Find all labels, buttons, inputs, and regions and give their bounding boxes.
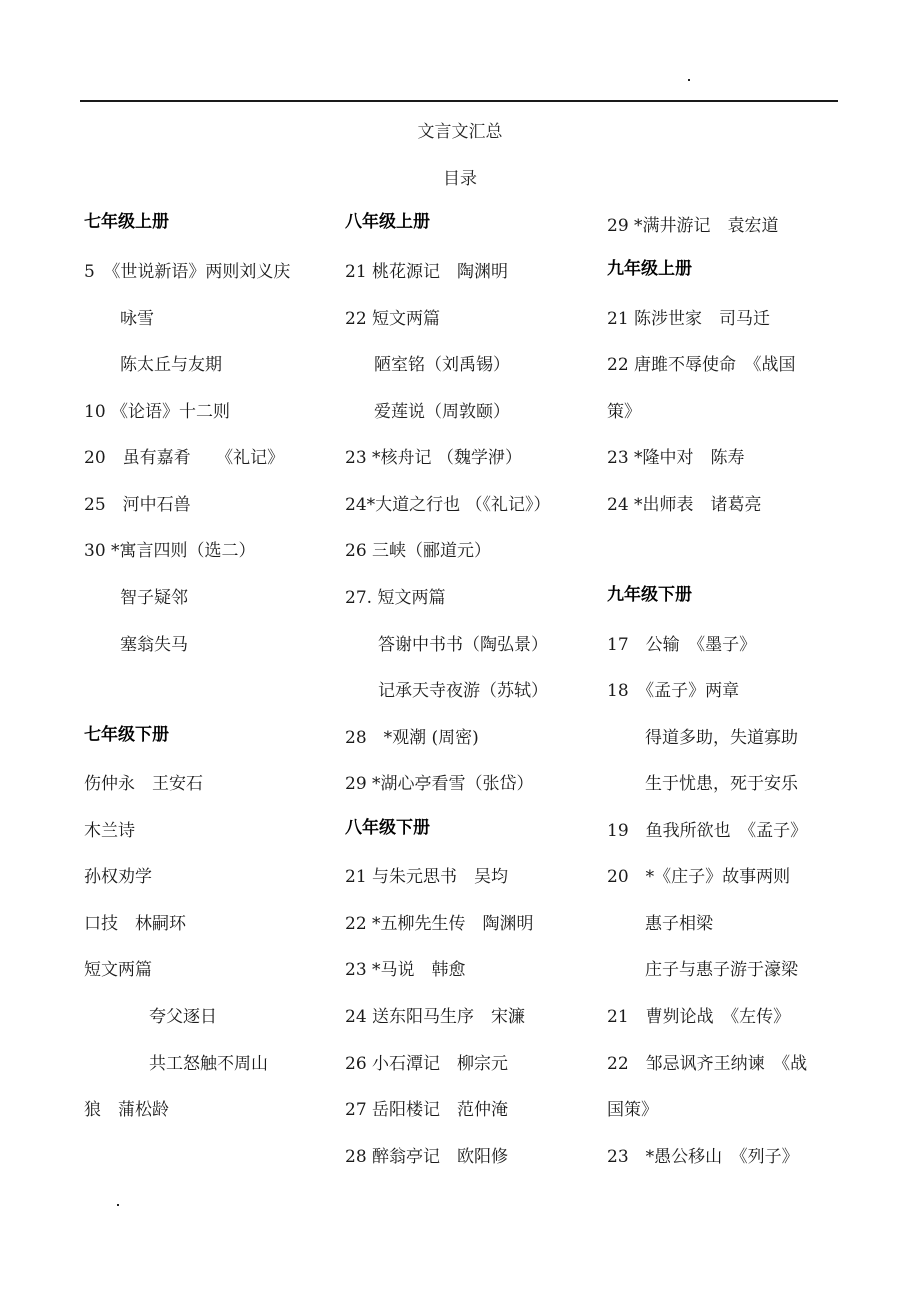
toc-entry: 17 公输 《墨子》 — [607, 635, 757, 655]
document-title: 文言文汇总 — [417, 122, 503, 142]
toc-entry: 27. 短文两篇 — [345, 588, 446, 608]
toc-entry: 22 邹忌讽齐王纳谏 《战 — [607, 1054, 808, 1074]
toc-entry: 咏雪 — [103, 309, 154, 329]
toc-entry: 狼 蒲松龄 — [84, 1100, 169, 1120]
toc-entry: 5 《世说新语》两则刘义庆 — [84, 262, 291, 282]
toc-entry: 生于忧患，死于安乐 — [628, 774, 798, 794]
toc-entry: 21 桃花源记 陶渊明 — [345, 262, 509, 282]
toc-entry: 18 《孟子》两章 — [607, 681, 740, 701]
toc-entry: 共工怒触不周山 — [115, 1054, 268, 1074]
toc-entry: 记承天寺夜游（苏轼） — [361, 681, 548, 701]
toc-entry: 30 *寓言四则（选二） — [84, 541, 256, 561]
toc-entry: 21 曹刿论战 《左传》 — [607, 1007, 791, 1027]
toc-entry: 23 *隆中对 陈寿 — [607, 448, 745, 468]
toc-entry: 陋室铭（刘禹锡） — [357, 355, 510, 375]
section-heading-grade9-vol1: 九年级上册 — [607, 259, 692, 279]
toc-entry: 23 *愚公移山 《列子》 — [607, 1147, 799, 1167]
toc-entry: 22 *五柳先生传 陶渊明 — [345, 914, 534, 934]
toc-entry: 答谢中书书（陶弘景） — [361, 635, 548, 655]
toc-entry: 夸父逐日 — [115, 1007, 217, 1027]
toc-entry: 28 醉翁亭记 欧阳修 — [345, 1147, 509, 1167]
toc-entry: 庄子与惠子游于濠梁 — [628, 960, 798, 980]
toc-entry: 22 短文两篇 — [345, 309, 441, 329]
toc-entry: 22 唐雎不辱使命 《战国 — [607, 355, 796, 375]
header-mark — [688, 79, 690, 81]
toc-entry: 策》 — [607, 402, 641, 422]
toc-entry: 20 虽有嘉肴 《礼记》 — [84, 448, 285, 468]
toc-entry: 24*大道之行也 （《礼记》） — [345, 495, 551, 515]
toc-entry: 27 岳阳楼记 范仲淹 — [345, 1100, 509, 1120]
toc-entry: 10 《论语》十二则 — [84, 402, 231, 422]
toc-entry: 21 与朱元思书 吴均 — [345, 867, 509, 887]
toc-entry: 伤仲永 王安石 — [84, 774, 203, 794]
toc-entry: 28 *观潮 (周密) — [345, 728, 479, 748]
toc-entry: 孙权劝学 — [84, 867, 152, 887]
toc-title: 目录 — [443, 169, 477, 189]
toc-entry: 塞翁失马 — [103, 635, 188, 655]
toc-entry: 25 河中石兽 — [84, 495, 191, 515]
toc-entry: 得道多助，失道寡助 — [628, 728, 798, 748]
toc-entry: 口技 林嗣环 — [84, 914, 186, 934]
toc-entry: 21 陈涉世家 司马迁 — [607, 309, 771, 329]
toc-entry: 29 *湖心亭看雪（张岱） — [345, 774, 534, 794]
toc-entry: 29 *满井游记 袁宏道 — [607, 216, 779, 236]
toc-entry: 24 送东阳马生序 宋濂 — [345, 1007, 526, 1027]
section-heading-grade7-vol2: 七年级下册 — [84, 725, 169, 745]
toc-entry: 国策》 — [607, 1100, 658, 1120]
toc-entry: 26 小石潭记 柳宗元 — [345, 1054, 509, 1074]
toc-entry: 26 三峡（郦道元） — [345, 541, 492, 561]
toc-entry: 陈太丘与友期 — [103, 355, 222, 375]
toc-entry: 23 *马说 韩愈 — [345, 960, 466, 980]
toc-entry: 20 *《庄子》故事两则 — [607, 867, 791, 887]
footer-mark — [117, 1204, 119, 1206]
section-heading-grade8-vol2: 八年级下册 — [345, 818, 430, 838]
toc-entry: 木兰诗 — [84, 821, 135, 841]
section-heading-grade7-vol1: 七年级上册 — [84, 212, 169, 232]
toc-entry: 惠子相梁 — [628, 914, 713, 934]
toc-entry: 智子疑邻 — [103, 588, 188, 608]
section-heading-grade8-vol1: 八年级上册 — [345, 212, 430, 232]
toc-entry: 24 *出师表 诸葛亮 — [607, 495, 762, 515]
section-heading-grade9-vol2: 九年级下册 — [607, 585, 692, 605]
toc-entry: 19 鱼我所欲也 《孟子》 — [607, 821, 808, 841]
toc-entry: 23 *核舟记 （魏学洢） — [345, 448, 522, 468]
toc-entry: 短文两篇 — [84, 960, 152, 980]
header-rule — [80, 100, 838, 102]
toc-entry: 爱莲说（周敦颐） — [357, 402, 510, 422]
